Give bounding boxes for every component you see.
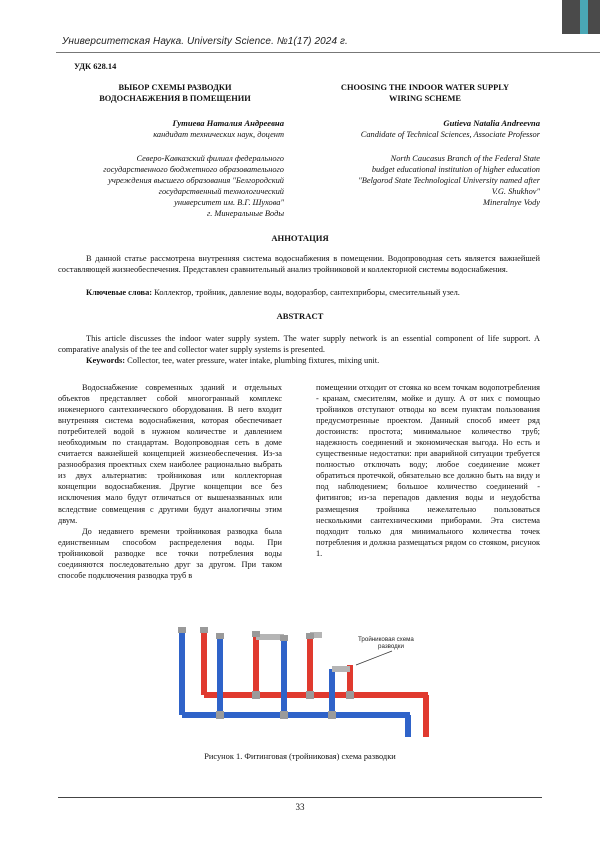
fitting-hot-top (200, 627, 208, 633)
body-left-column (58, 382, 282, 581)
annotation-keywords-label: Ключевые слова: (86, 288, 153, 297)
header-rule (56, 52, 600, 53)
fitting-cold-top (178, 627, 186, 633)
corner-stripe (580, 0, 588, 34)
tee-cold-1 (216, 711, 224, 719)
tee-hot-1 (252, 691, 260, 699)
figure-label-line-2: разводки (378, 643, 404, 650)
abstract-text: This article discusses the indoor water supply system. The water supply network is an essential component of life support. A comparative analysis of the tee and collector water supply systems is presented. (58, 334, 540, 354)
journal-header: Университетская Наука. University Science. №1(17) 2024 г. (62, 36, 348, 47)
abstract-keywords-text: Collector, tee, water pressure, water intake, plumbing fixtures, mixing unit. (125, 356, 380, 365)
figure-piping-diagram (160, 625, 450, 743)
body-right-paragraph-1: помещении отходит от стояка ко всем точкам водопотребления - кранам, смесителям, мойке и душу. А от них с помощью тройников отступают отводы ко всем пунктам пользования предусмотренные проектом. Данный способ имеет ряд достоинств: простота; минимальное количество труб; надежность соединений и экономическая выгода. Но есть и существенные недостатки: при аварийной ситуации требуется полностью отключать воду; любое соединение может обратиться протечкой, обязательно все должно быть на виду и под наблюдением; большое количество соединений - фитингов; из-за перепадов давления воды и неудобства размещения тройника нежелательно пользоваться несколькими сантехническими приборами. Эта система подходит только для минимального количества точек потребления и должна размещаться рядом со стояком, рисунок 1. (316, 383, 540, 558)
footer-rule (58, 797, 542, 798)
tee-cold-3 (328, 711, 336, 719)
figure-caption: Рисунок 1. Фитинговая (тройниковая) схема разводки (204, 752, 396, 761)
corner-decoration (562, 0, 600, 34)
body-left-paragraph-1: Водоснабжение современных зданий и отдельных объектов представляет собой многогранный комплекс инженерного сантехнического оборудования. В него входит внутренняя система водоснабжения, которая обеспечивает потребителей водой в нужном количестве и давлением необходимым по стандартам. Водопроводная сеть в доме считается важнейшей концепцией жизнеобеспечения. Из-за разнообразия проектных схем наиболее рационально выбрать из двух альтернатив: тройниковая или коллекторная концепции водоснабжения. Другие концепции все без исключения мало будут отличаться от вышеназванных или вследствие совмещения с другими будут аналогичны этим двум. (58, 383, 282, 525)
author-ru-affiliation: Северо-Кавказский филиал федерального государственного бюджетного образовательного учреждения высшего образования "Белгородский государственный технологический университет им. В.Г. Шухова" г. Минеральные Воды (103, 154, 284, 218)
abstract-keywords-label: Keywords: (86, 356, 126, 365)
author-ru-degree: кандидат технических наук, доцент (153, 130, 284, 139)
author-en-degree: Candidate of Technical Sciences, Associate Professor (360, 130, 540, 139)
annotation-keywords-text: Коллектор, тройник, давление воды, водоразбор, сантехприборы, смесительный узел. (152, 288, 460, 297)
author-en-affiliation: North Caucasus Branch of the Federal State budget educational institution of higher education "Belgorod State Technological University named after V.G. Shukhov" Mineralnye Vody (358, 154, 540, 207)
tee-cold-2 (280, 711, 288, 719)
body-left-paragraph-2: До недавнего времени тройниковая разводка была единственным способом распределения воды. При тройниковой разводке все точки потребления воды соединяются последовательно друг за другом. При таком способе подключения разводка труб в (58, 526, 282, 580)
page-number: 33 (295, 802, 305, 812)
annotation-heading: АННОТАЦИЯ (271, 233, 329, 243)
author-en-name: Gutieva Natalia Andreevna (443, 118, 540, 128)
udk-code: УДК 628.14 (74, 62, 117, 71)
author-ru-name: Гутиева Наталия Андреевна (172, 118, 284, 128)
figure-label-line-1: Тройниковая схема (358, 636, 414, 643)
fitting-hot-2 (306, 633, 314, 639)
tee-hot-3 (346, 691, 354, 699)
abstract-heading: ABSTRACT (276, 311, 324, 321)
tee-hot-2 (306, 691, 314, 699)
annotation-text: В данной статье рассмотрена внутренняя система водоснабжения в помещении. Водопроводная сеть является важнейшей составляющей жизнеобеспечения. Представлен сравнительный анализ тройниковой и коллекторной системы водоснабжения. (58, 254, 540, 274)
fitting-hot-1 (252, 631, 260, 637)
title-ru: ВЫБОР СХЕМЫ РАЗВОДКИ ВОДОСНАБЖЕНИЯ В ПОМЕЩЕНИИ (99, 83, 251, 103)
title-en: CHOOSING THE INDOOR WATER SUPPLY WIRING SCHEME (340, 83, 510, 103)
annotation-keywords (58, 287, 540, 298)
fitting-cold-1 (216, 633, 224, 639)
abstract-keywords (58, 355, 540, 366)
fitting-cold-2 (280, 635, 288, 641)
body-right-column (316, 382, 540, 559)
